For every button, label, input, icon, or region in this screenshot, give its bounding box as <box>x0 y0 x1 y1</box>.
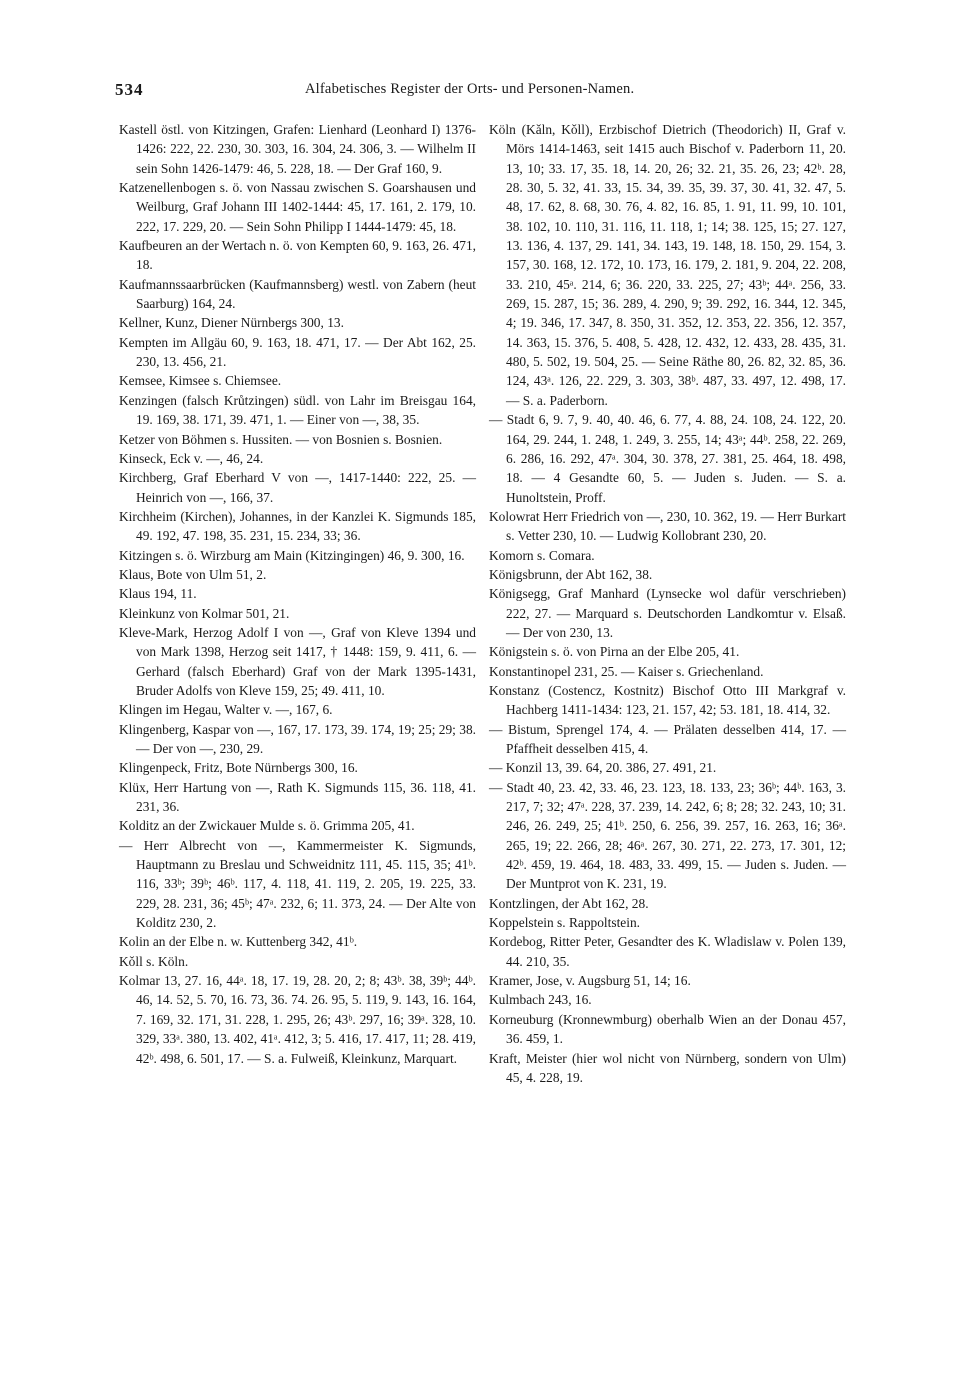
index-entry: Kirchberg, Graf Eberhard V von —, 1417-1440: 222, 25. — Heinrich von —, 166, 37. <box>119 470 476 505</box>
index-entry: Klingenpeck, Fritz, Bote Nürnbergs 300, 16. <box>119 760 358 776</box>
index-entry: Kitzingen s. ö. Wirzburg am Main (Kitzingingen) 46, 9. 300, 16. <box>119 547 465 563</box>
index-entry: Kolin an der Elbe n. w. Kuttenberg 342, 41ᵇ. <box>119 934 358 950</box>
index-entry: Königsbrunn, der Abt 162, 38. <box>489 566 653 582</box>
index-entry: Kǒll s. Köln. <box>119 953 189 969</box>
index-entry: Klaus, Bote von Ulm 51, 2. <box>119 566 267 582</box>
index-entry: Konstantinopel 231, 25. — Kaiser s. Griechenland. <box>489 663 764 679</box>
index-entry: Kemsee, Kimsee s. Chiemsee. <box>119 373 282 389</box>
index-entry: Kramer, Jose, v. Augsburg 51, 14; 16. <box>489 973 691 989</box>
index-entry: Kordebog, Ritter Peter, Gesandter des K. Wladislaw v. Polen 139, 44. 210, 35. <box>489 934 846 969</box>
index-entry: Klaus 194, 11. <box>119 586 197 602</box>
right-column <box>489 120 846 1087</box>
index-entry: Kellner, Kunz, Diener Nürnbergs 300, 13. <box>119 315 344 331</box>
index-entry: — Konzil 13, 39. 64, 20. 386, 27. 491, 21. <box>489 760 717 776</box>
index-entry: Kaufbeuren an der Wertach n. ö. von Kempten 60, 9. 163, 26. 471, 18. <box>119 238 476 273</box>
index-entry: Kleinkunz von Kolmar 501, 21. <box>119 605 290 621</box>
page-header <box>115 80 845 102</box>
index-entry: Komorn s. Comara. <box>489 547 595 563</box>
index-entry: Kempten im Allgäu 60, 9. 163, 18. 471, 17. — Der Abt 162, 25. 230, 13. 456, 21. <box>119 334 476 370</box>
index-entry: Kaufmannssaarbrücken (Kaufmannsberg) westl. von Zabern (heut Saarburg) 164, 24. <box>119 276 476 312</box>
index-entry: Köln (Kǎln, Kǒll), Erzbischof Dietrich (Theodorich) II, Graf v. Mörs 1414-1463, seit 1415 auch Bischof v. Paderborn 11, 20. 13, 10; 33. 17, 35. 18, 14. 20, 26; 32. 21, 35. 26, 23; 42ᵇ. 28, 28. 30, 5. 32, 41. 33, 15. 34, 39. 35, 39. 37, 30. 41, 32. 47, 5. 48, 17. 62, 8. 68, 30. 76, 4. 82, 16. 85, 1. 91, 11. 99, 10. 101, 38. 102, 10. 110, 31. 116, 11. 118, 1; 14; 38. 125, 15; 27. 127, 13. 136, 4. 137, 29. 141, 34. 143, 19. 148, 18. 150, 29. 154, 3. 157, 30. 168, 12. 172, 10. 173, 16. 179, 2. 181, 9. 204, 22. 208, 33. 210, 45ᵃ. 214, 6; 36. 220, 33. 225, 27; 43ᵇ; 44ᵃ. 256, 33. 269, 15. 287, 15; 36. 289, 4. 290, 9; 39. 292, 16. 344, 12. 345, 4; 19. 346, 17. 347, 8. 350, 31. 352, 12. 353, 22. 356, 12. 357, 14. 363, 15. 376, 5. 408, 5. 428, 12. 432, 12. 433, 28. 435, 31. 480, 5. 502, 19. 504, 25. — Seine Räthe 80, 26. 82, 32. 85, 36. 124, 43ᵃ. 126, 22. 229, 3. 303, 38ᵇ. 487, 33. 497, 12. 498, 17. — S. a. Paderborn. <box>489 122 846 408</box>
index-entry: Kolditz an der Zwickauer Mulde s. ö. Grimma 205, 41. <box>119 818 415 834</box>
index-entry: — Herr Albrecht von —, Kammermeister K. Sigmunds, Hauptmann zu Breslau und Schweidnitz 111, 45. 115, 35; 41ᵇ. 116, 33ᵇ; 39ᵇ; 46ᵇ. 117, 4. 118, 41. 119, 2. 205, 19. 225, 33. 229, 28. 231, 36; 45ᵇ; 47ᵃ. 232, 6; 11. 373, 24. — Der Alte von Kolditz 230, 2. <box>119 837 476 931</box>
index-entry: Kolowrat Herr Friedrich von —, 230, 10. 362, 19. — Herr Burkart s. Vetter 230, 10. — Ludwig Kollobrant 230, 20. <box>489 508 847 544</box>
index-entry: Klingen im Hegau, Walter v. —, 167, 6. <box>119 702 333 718</box>
index-entry: — Stadt 6, 9. 7, 9. 40, 40. 46, 6. 77, 4. 88, 24. 108, 24. 122, 20. 164, 29. 244, 1. 248, 1. 249, 3. 255, 14; 43ᵃ; 44ᵇ. 258, 22. 269, 6. 286, 16. 292, 47ᵃ. 304, 30. 378, 27. 381, 25. 464, 18. 498, 18. — 4 Gesandte 60, 5. — Juden s. Juden. — S. a. Hunoltstein, Proff. <box>489 412 846 505</box>
index-entry: — Stadt 40, 23. 42, 33. 46, 23. 123, 18. 133, 23; 36ᵇ; 44ᵇ. 163, 3. 217, 7; 32; 47ᵃ. 228, 37. 239, 14. 242, 6; 8; 28; 32. 243, 10; 31. 246, 26. 249, 25; 41ᵇ. 250, 6. 256, 39. 257, 16. 263, 16; 36ᵃ. 265, 19; 22. 266, 28; 46ᵃ. 267, 30. 271, 22. 273, 17. 301, 12; 42ᵇ. 459, 19. 464, 18. 483, 33. 499, 15. — Juden s. Juden. — Der Muntprot von K. 231, 19. <box>489 779 846 892</box>
index-entry: Kirchheim (Kirchen), Johannes, in der Kanzlei K. Sigmunds 185, 49. 192, 47. 198, 35. 231, 15. 234, 33; 36. <box>119 508 476 544</box>
index-entry: Kastell östl. von Kitzingen, Grafen: Lienhard (Leonhard I) 1376-1426: 222, 22. 230, 30. 303, 16. 304, 24. 306, 3. — Wilhelm II sein Sohn 1426-1479: 46, 5. 228, 18. — Der Graf 160, 9. <box>119 122 476 176</box>
page-number: 534 <box>115 80 144 99</box>
index-entry: Korneuburg (Kronnewmburg) oberhalb Wien an der Donau 457, 36. 459, 1. <box>489 1011 846 1047</box>
index-entry: Katzenellenbogen s. ö. von Nassau zwischen S. Goarshausen und Weilburg, Graf Johann III 1402-1444: 45, 17. 161, 2. 179, 10. 222, 17. 229, 20. — Sein Sohn Philipp I 1444-1479: 45, 18. <box>119 180 476 234</box>
index-entry: Kleve-Mark, Herzog Adolf I von —, Graf von Kleve 1394 und von Mark 1398, Herzog seit 1417, † 1448: 159, 9. 411, 6. — Gerhard (falsch Eberhard) Graf von der Mark 1395-1431, Bruder Adolfs von Kleve 159, 25; 49. 411, 10. <box>119 624 476 698</box>
index-entry: Klüx, Herr Hartung von —, Rath K. Sigmunds 115, 36. 118, 41. 231, 36. <box>119 779 476 815</box>
index-entry: Koppelstein s. Rappoltstein. <box>489 915 641 931</box>
index-entry: — Bistum, Sprengel 174, 4. — Prälaten desselben 414, 17. — Pfaffheit desselben 415, 4. <box>489 721 846 756</box>
index-entry: Kontzlingen, der Abt 162, 28. <box>489 895 649 911</box>
index-entry: Kenzingen (falsch Krůtzingen) südl. von Lahr im Breisgau 164, 19. 169, 38. 171, 39. 471, 1. — Einer von —, 38, 35. <box>119 392 476 428</box>
index-entry: Konstanz (Costencz, Kostnitz) Bischof Otto III Markgraf v. Hachberg 1411-1434: 123, 21. 157, 42; 53. 181, 18. 414, 32. <box>489 682 846 718</box>
index-entry: Kraft, Meister (hier wol nicht von Nürnberg, sondern von Ulm) 45, 4. 228, 19. <box>489 1050 846 1085</box>
index-entry: Kulmbach 243, 16. <box>489 992 592 1008</box>
index-entry: Königstein s. ö. von Pirna an der Elbe 205, 41. <box>489 644 740 660</box>
index-entry: Kinseck, Eck v. —, 46, 24. <box>119 450 264 466</box>
index-entry: Kolmar 13, 27. 16, 44ᵃ. 18, 17. 19, 28. 20, 2; 8; 43ᵇ. 38, 39ᵇ; 44ᵇ. 46, 14. 52, 5. 70, 16. 73, 36. 74. 26. 95, 5. 119, 9. 143, 16. 164, 7. 169, 32. 171, 31. 228, 1. 295, 26; 43ᵇ. 297, 16; 39ᵃ. 328, 10. 329, 33ᵃ. 380, 13. 402, 41ᵃ. 412, 3; 5. 416, 17. 417, 11; 28. 419, 42ᵇ. 498, 6. 501, 17. — S. a. Fulweiß, Kleinkunz, Marquart. <box>119 973 476 1066</box>
running-title: Alfabetisches Register der Orts- und Personen-Namen. <box>305 81 635 97</box>
index-entry: Klingenberg, Kaspar von —, 167, 17. 173, 39. 174, 19; 25; 29; 38. — Der von —, 230, 29. <box>119 721 476 756</box>
index-entry: Ketzer von Böhmen s. Hussiten. — von Bosnien s. Bosnien. <box>119 431 443 447</box>
index-entry: Königsegg, Graf Manhard (Lynsecke wol dafür verschrieben) 222, 27. — Marquard s. Deutschorden Landkomtur v. Elsaß. — Der von 230, 13. <box>489 586 846 640</box>
left-column <box>119 120 476 1068</box>
